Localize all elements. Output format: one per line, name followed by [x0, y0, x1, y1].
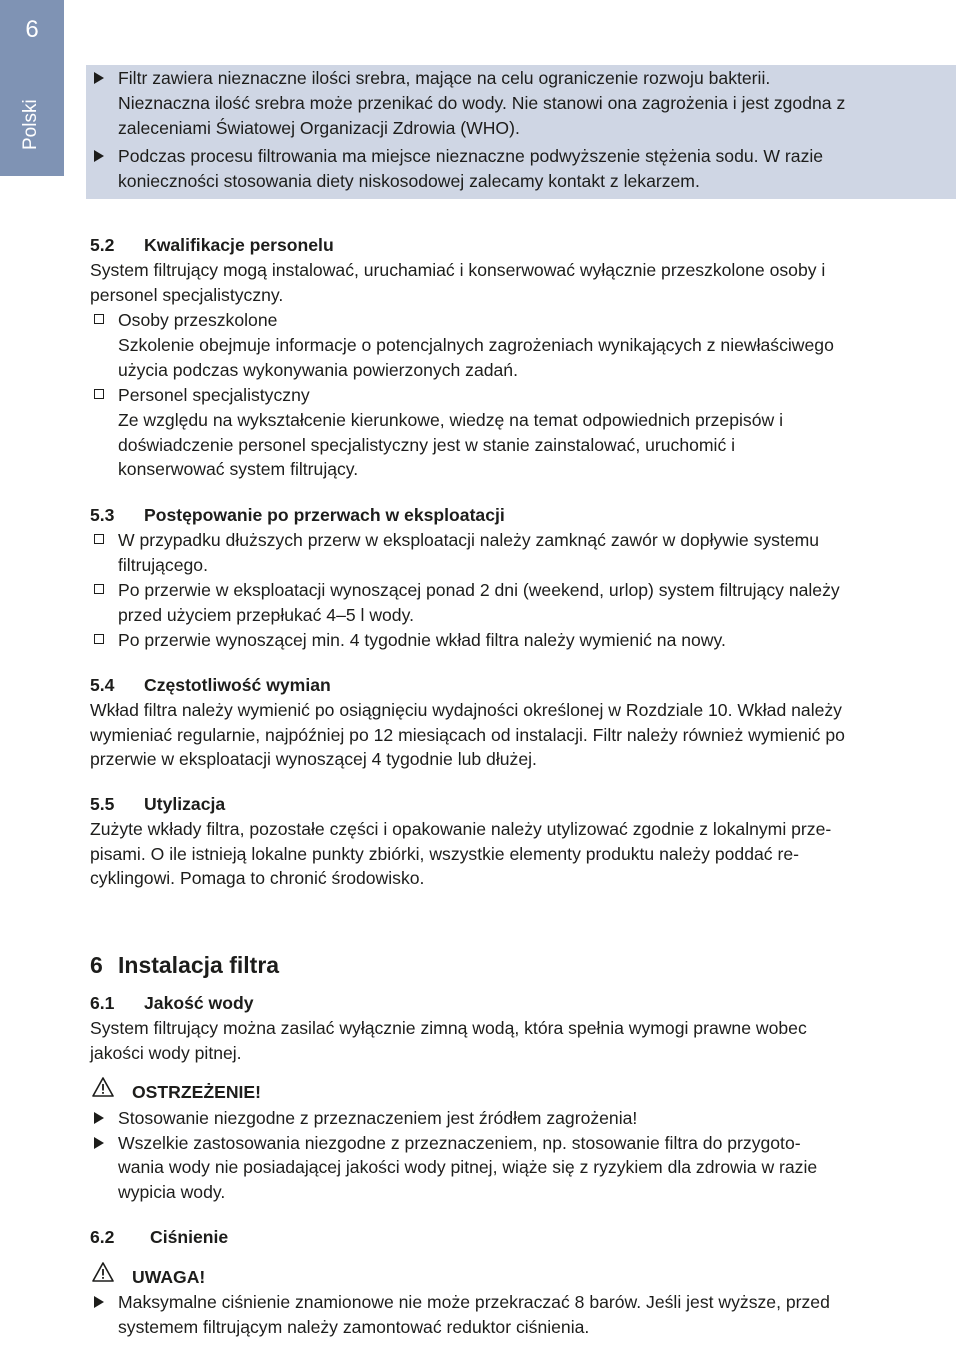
chapter-heading-6 — [90, 953, 956, 978]
triangle-bullet-icon — [94, 150, 104, 162]
paragraph-line: System filtrujący mogą instalować, uruchamiać i konserwować wyłącznie przeszkolone osoby i — [90, 260, 826, 280]
section-title: Ciśnienie — [150, 1227, 229, 1247]
warning-item-line: Stosowanie niezgodne z przeznaczeniem jest źródłem zagrożenia! — [118, 1108, 638, 1128]
bullet-text-line: Szkolenie obejmuje informacje o potencjalnych zagrożeniach wynikających z niewłaściwego — [118, 335, 834, 355]
triangle-bullet-icon — [94, 72, 104, 84]
bullet-title: Osoby przeszkolone — [118, 310, 278, 330]
caution-item-line: Maksymalne ciśnienie znamionowe nie może przekraczać 8 barów. Jeśli jest wyższe, przed — [118, 1292, 830, 1312]
triangle-bullet-icon — [94, 1137, 104, 1149]
list-item-line: przed użyciem przepłukać 4–5 l wody. — [118, 605, 414, 625]
square-bullet-icon — [94, 584, 104, 594]
notice-line: Podczas procesu filtrowania ma miejsce nieznaczne podwyższenie stężenia sodu. W razie — [118, 146, 824, 166]
language-label: Polski — [20, 99, 41, 150]
section-heading-6-2 — [90, 1225, 956, 1250]
list-item-line: Po przerwie w eksploatacji wynoszącej ponad 2 dni (weekend, urlop) system filtrujący należy — [118, 580, 840, 600]
section-number: 6.1 — [90, 993, 115, 1013]
section-heading-5-5 — [90, 792, 956, 817]
chapter-title: Instalacja filtra — [118, 952, 280, 978]
chapter-number: 6 — [90, 952, 103, 978]
paragraph-line: cyklingowi. Pomaga to chronić środowisko. — [90, 868, 425, 888]
bullet-title: Personel specjalistyczny — [118, 385, 310, 405]
notice-line: konieczności stosowania diety niskosodowej zalecamy kontakt z lekarzem. — [118, 171, 700, 191]
list-item-line: Po przerwie wynoszącej min. 4 tygodnie wkład filtra należy wymienić na nowy. — [118, 630, 726, 650]
section-number: 6.2 — [90, 1227, 115, 1247]
notice-line: Filtr zawiera nieznaczne ilości srebra, mające na celu ograniczenie rozwoju bakterii. — [118, 68, 771, 88]
section-heading-5-4 — [90, 673, 956, 698]
warning-item-line: wypicia wody. — [118, 1182, 226, 1202]
paragraph-line: Wkład filtra należy wymienić po osiągnięciu wydajności określonej w Rozdziale 10. Wkład należy — [90, 700, 842, 720]
page-number: 6 — [25, 16, 39, 43]
caution-label: UWAGA! — [132, 1267, 206, 1287]
square-bullet-icon — [94, 534, 104, 544]
warning-label: OSTRZEŻENIE! — [132, 1082, 262, 1102]
paragraph-line: wymieniać regularnie, najpóźniej po 12 miesiącach od instalacji. Filtr należy również wymienić po — [90, 725, 845, 745]
bullet-text-line: konserwować system filtrujący. — [118, 459, 359, 479]
language-side-tab — [0, 0, 64, 176]
section-title: Utylizacja — [144, 794, 226, 814]
section-title: Kwalifikacje personelu — [144, 235, 334, 255]
section-number: 5.4 — [90, 675, 115, 695]
bullet-text-line: doświadczenie personel specjalistyczny jest w stanie zainstalować, uruchomić i — [118, 435, 736, 455]
paragraph-line: System filtrujący można zasilać wyłącznie zimną wodą, która spełnia wymogi prawne wobec — [90, 1018, 807, 1038]
section-number: 5.3 — [90, 505, 115, 525]
list-item-line: W przypadku dłuższych przerw w eksploatacji należy zamknąć zawór w dopływie systemu — [118, 530, 820, 550]
triangle-bullet-icon — [94, 1112, 104, 1124]
bullet-text-line: użycia podczas wykonywania powierzonych zadań. — [118, 360, 518, 380]
section-heading-6-1 — [90, 991, 956, 1016]
section-heading-5-3 — [90, 503, 956, 528]
section-heading-5-2 — [90, 233, 956, 258]
section-title: Częstotliwość wymian — [144, 675, 331, 695]
square-bullet-icon — [94, 389, 104, 399]
warning-item-line: wania wody nie posiadającej jakości wody pitnej, wiąże się z ryzykiem dla zdrowia w razie — [118, 1157, 818, 1177]
paragraph-line: jakości wody pitnej. — [90, 1043, 242, 1063]
list-item-line: filtrującego. — [118, 555, 208, 575]
section-title: Postępowanie po przerwach w eksploatacji — [144, 505, 505, 525]
section-number: 5.5 — [90, 794, 115, 814]
warning-triangle-icon — [92, 1077, 114, 1097]
caution-item-line: systemem filtrującym należy zamontować reduktor ciśnienia. — [118, 1317, 590, 1337]
paragraph-line: pisami. O ile istnieją lokalne punkty zbiórki, wszystkie elementy produktu należy poddać re- — [90, 844, 799, 864]
bullet-text-line: Ze względu na wykształcenie kierunkowe, wiedzę na temat odpowiednich przepisów i — [118, 410, 783, 430]
section-title: Jakość wody — [144, 993, 254, 1013]
triangle-bullet-icon — [94, 1296, 104, 1308]
warning-item-line: Wszelkie zastosowania niezgodne z przeznaczeniem, np. stosowanie filtra do przygoto- — [118, 1133, 801, 1153]
paragraph-line: przerwie w eksploatacji wynoszącej 4 tygodnie lub dłużej. — [90, 749, 537, 769]
paragraph-line: personel specjalistyczny. — [90, 285, 284, 305]
square-bullet-icon — [94, 314, 104, 324]
notice-line: Nieznaczna ilość srebra może przenikać do wody. Nie stanowi ona zagrożenia i jest zgodna z — [118, 93, 846, 113]
notice-line: zaleceniami Światowej Organizacji Zdrowia (WHO). — [118, 118, 520, 138]
caution-triangle-icon — [92, 1262, 114, 1282]
section-number: 5.2 — [90, 235, 115, 255]
square-bullet-icon — [94, 634, 104, 644]
paragraph-line: Zużyte wkłady filtra, pozostałe części i opakowanie należy utylizować zgodnie z lokalnymi prze- — [90, 819, 832, 839]
